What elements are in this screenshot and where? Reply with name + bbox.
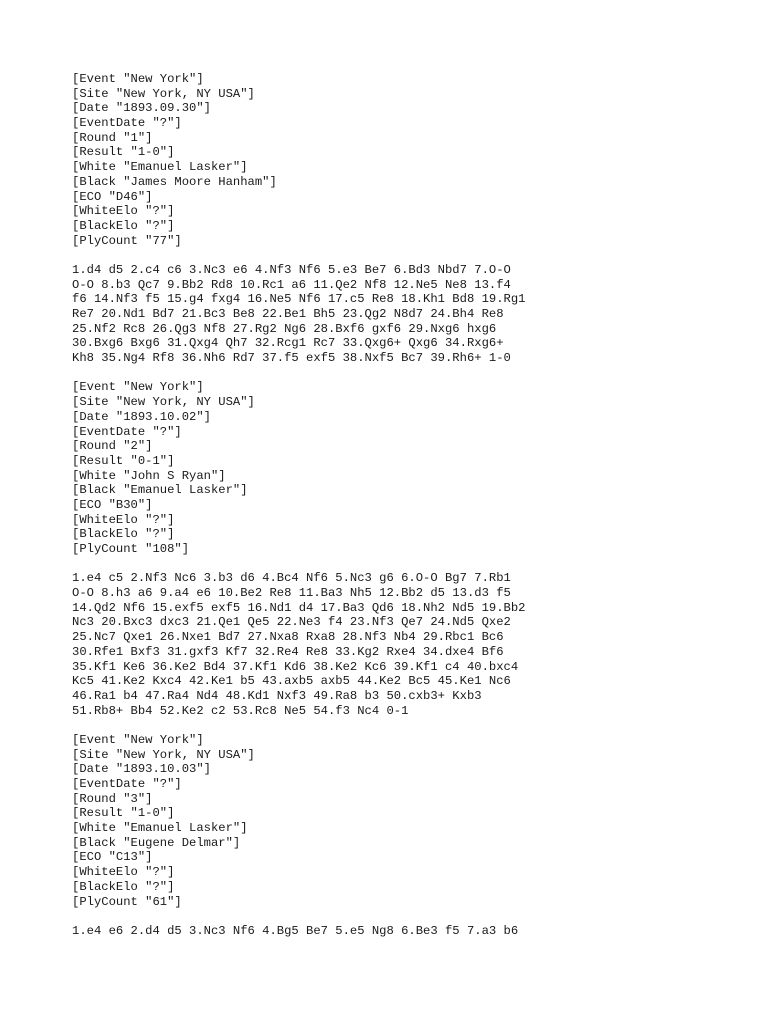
- game-record: [72, 733, 752, 939]
- moves-line: 46.Ra1 b4 47.Ra4 Nd4 48.Kd1 Nxf3 49.Ra8 b3 50.cxb3+ Kxb3: [72, 688, 482, 703]
- moves-line: 14.Qd2 Nf6 15.exf5 exf5 16.Nd1 d4 17.Ba3 Qd6 18.Nh2 Nd5 19.Bb2: [72, 600, 526, 615]
- header-eventdate: [EventDate "?"]: [72, 116, 182, 131]
- header-eco: [ECO "B30"]: [72, 497, 153, 512]
- header-plycount: [PlyCount "61"]: [72, 894, 182, 909]
- moves-line: 1.d4 d5 2.c4 c6 3.Nc3 e6 4.Nf3 Nf6 5.e3 Be7 6.Bd3 Nbd7 7.O-O: [72, 262, 511, 277]
- header-eco: [ECO "D46"]: [72, 189, 153, 204]
- header-black: [Black "Emanuel Lasker"]: [72, 483, 248, 498]
- moves-line: Re7 20.Nd1 Bd7 21.Bc3 Be8 22.Be1 Bh5 23.Qg2 N8d7 24.Bh4 Re8: [72, 307, 504, 321]
- header-round: [Round "3"]: [72, 791, 153, 806]
- header-result: [Result "0-1"]: [72, 453, 175, 468]
- header-eco: [ECO "C13"]: [72, 850, 153, 865]
- header-blackelo: [BlackElo "?"]: [72, 879, 175, 894]
- game-headers: [72, 733, 752, 909]
- header-whiteelo: [WhiteElo "?"]: [72, 204, 175, 219]
- header-black: [Black "James Moore Hanham"]: [72, 174, 277, 189]
- moves-line: 25.Nc7 Qxe1 26.Nxe1 Bd7 27.Nxa8 Rxa8 28.Nf3 Nb4 29.Rbc1 Bc6: [72, 630, 504, 645]
- header-round: [Round "1"]: [72, 130, 153, 145]
- moves-line: 1.e4 e6 2.d4 d5 3.Nc3 Nf6 4.Bg5 Be7 5.e5 Ng8 6.Be3 f5 7.a3 b6: [72, 923, 519, 938]
- header-black: [Black "Eugene Delmar"]: [72, 835, 241, 850]
- moves-line: Nc3 20.Bxc3 dxc3 21.Qe1 Qe5 22.Ne3 f4 23.Nf3 Qe7 24.Nd5 Qxe2: [72, 615, 511, 630]
- header-event: [Event "New York"]: [72, 380, 204, 395]
- moves-line: 51.Rb8+ Bb4 52.Ke2 c2 53.Rc8 Ne5 54.f3 Nc4 0-1: [72, 703, 409, 718]
- moves-line: O-O 8.h3 a6 9.a4 e6 10.Be2 Re8 11.Ba3 Nh5 12.Bb2 d5 13.d3 f5: [72, 586, 511, 601]
- moves-line: O-O 8.b3 Qc7 9.Bb2 Rd8 10.Rc1 a6 11.Qe2 Nf8 12.Ne5 Ne8 13.f4: [72, 277, 511, 292]
- moves-line: f6 14.Nf3 f5 15.g4 fxg4 16.Ne5 Nf6 17.c5 Re8 18.Kh1 Bd8 19.Rg1: [72, 292, 526, 307]
- header-site: [Site "New York, NY USA"]: [72, 395, 255, 410]
- header-whiteelo: [WhiteElo "?"]: [72, 512, 175, 527]
- header-plycount: [PlyCount "77"]: [72, 233, 182, 248]
- header-whiteelo: [WhiteElo "?"]: [72, 865, 175, 880]
- game-moves: [72, 263, 752, 366]
- header-white: [White "Emanuel Lasker"]: [72, 821, 248, 836]
- header-round: [Round "2"]: [72, 439, 153, 454]
- header-eventdate: [EventDate "?"]: [72, 424, 182, 439]
- moves-line: Kc5 41.Ke2 Kxc4 42.Ke1 b5 43.axb5 axb5 44.Ke2 Bc5 45.Ke1 Nc6: [72, 674, 511, 689]
- header-date: [Date "1893.10.02"]: [72, 409, 211, 424]
- header-site: [Site "New York, NY USA"]: [72, 747, 255, 762]
- game-headers: [72, 380, 752, 556]
- header-white: [White "John S Ryan"]: [72, 468, 226, 483]
- game-record: [72, 72, 752, 366]
- header-date: [Date "1893.09.30"]: [72, 101, 211, 116]
- pgn-document: [72, 72, 752, 939]
- moves-line: 30.Rfe1 Bxf3 31.gxf3 Kf7 32.Re4 Re8 33.Kg2 Rxe4 34.dxe4 Bf6: [72, 644, 504, 659]
- moves-line: 30.Bxg6 Bxg6 31.Qxg4 Qh7 32.Rcg1 Rc7 33.Qxg6+ Qxg6 34.Rxg6+: [72, 336, 504, 351]
- header-eventdate: [EventDate "?"]: [72, 777, 182, 791]
- game-moves: [72, 924, 752, 939]
- moves-line: 1.e4 c5 2.Nf3 Nc6 3.b3 d6 4.Bc4 Nf6 5.Nc3 g6 6.O-O Bg7 7.Rb1: [72, 571, 511, 586]
- header-site: [Site "New York, NY USA"]: [72, 86, 255, 101]
- header-result: [Result "1-0"]: [72, 806, 175, 821]
- game-headers: [72, 72, 752, 248]
- header-blackelo: [BlackElo "?"]: [72, 218, 175, 233]
- game-record: [72, 380, 752, 718]
- header-plycount: [PlyCount "108"]: [72, 542, 190, 556]
- game-moves: [72, 571, 752, 718]
- moves-line: 25.Nf2 Rc8 26.Qg3 Nf8 27.Rg2 Ng6 28.Bxf6 gxf6 29.Nxg6 hxg6: [72, 321, 497, 336]
- header-white: [White "Emanuel Lasker"]: [72, 160, 248, 175]
- header-event: [Event "New York"]: [72, 72, 204, 86]
- moves-line: Kh8 35.Ng4 Rf8 36.Nh6 Rd7 37.f5 exf5 38.Nxf5 Bc7 39.Rh6+ 1-0: [72, 351, 511, 366]
- header-result: [Result "1-0"]: [72, 145, 175, 160]
- moves-line: 35.Kf1 Ke6 36.Ke2 Bd4 37.Kf1 Kd6 38.Ke2 Kc6 39.Kf1 c4 40.bxc4: [72, 659, 519, 674]
- header-date: [Date "1893.10.03"]: [72, 762, 211, 777]
- header-event: [Event "New York"]: [72, 732, 204, 747]
- header-blackelo: [BlackElo "?"]: [72, 527, 175, 542]
